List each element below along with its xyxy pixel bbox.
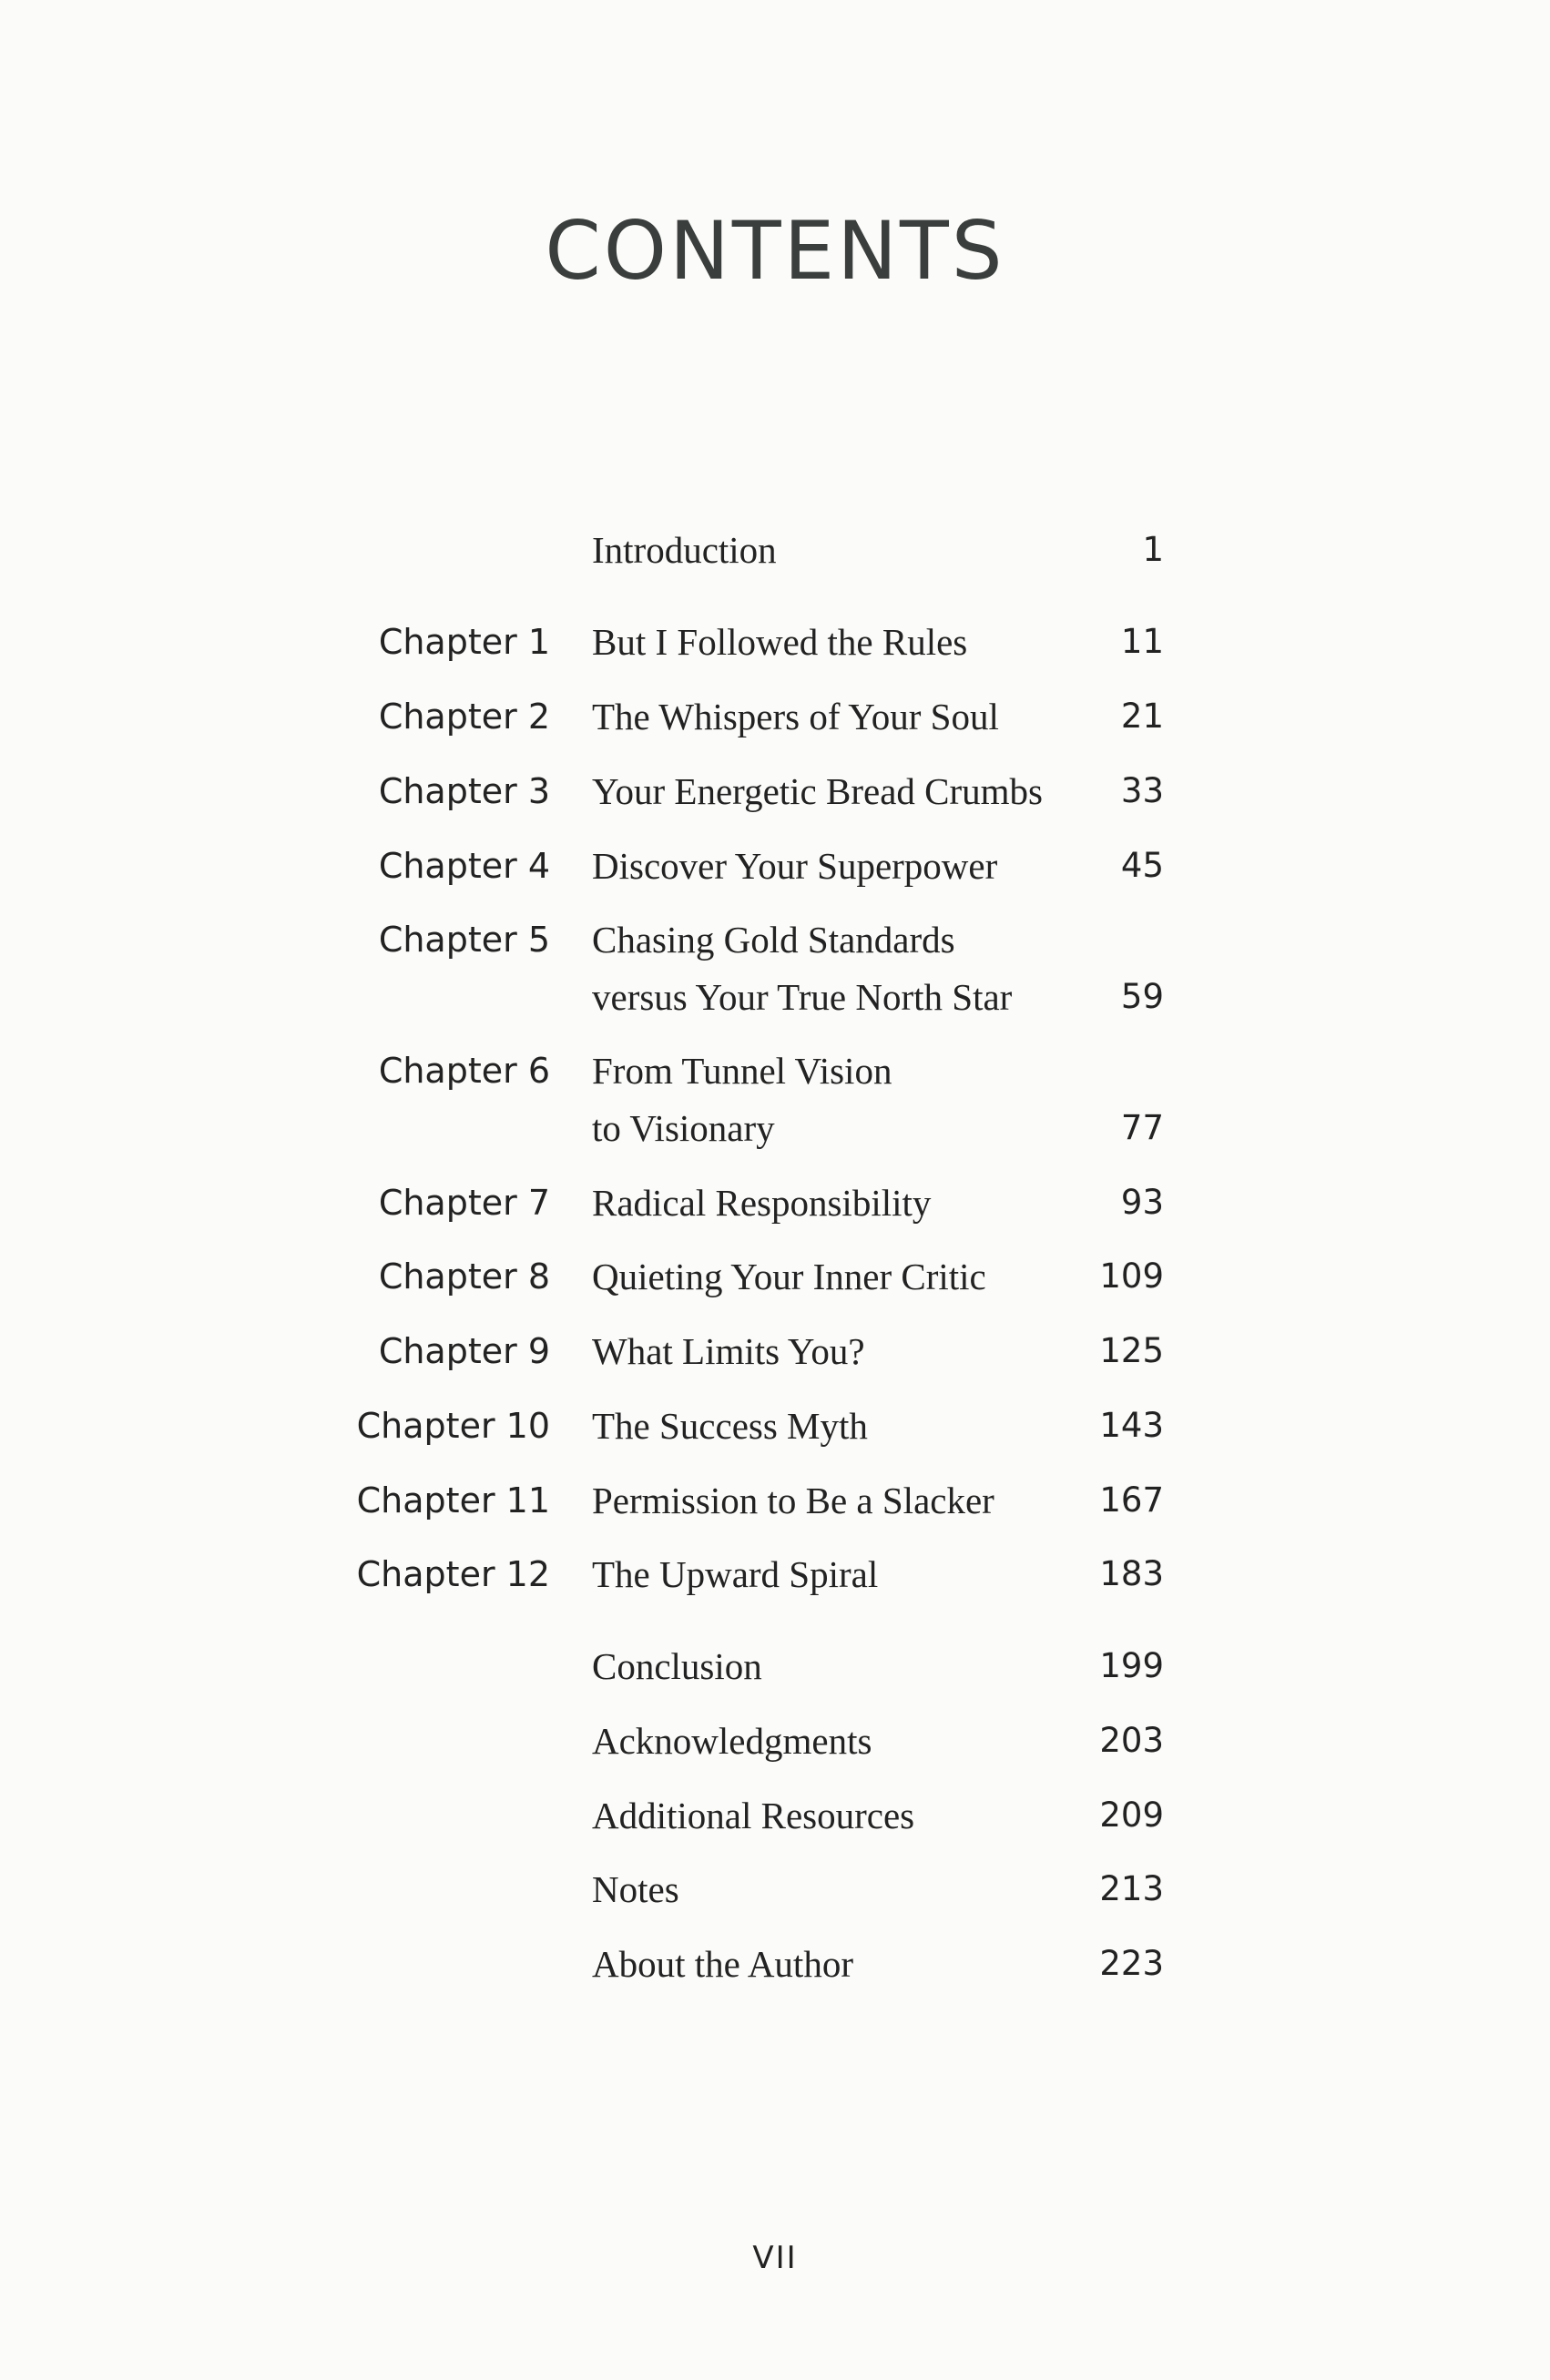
entry-page-number: 33 <box>1120 771 1164 810</box>
entry-title: But I Followed the Rules <box>592 621 968 663</box>
entry-page-number: 21 <box>1120 697 1164 736</box>
entry-title: What Limits You? <box>592 1330 865 1372</box>
entry-page-number: 209 <box>1099 1795 1164 1835</box>
chapter-label: Chapter 3 <box>378 771 550 811</box>
chapter-label: Chapter 1 <box>378 622 550 662</box>
entry-title: The Whispers of Your Soul <box>592 696 999 737</box>
chapter-label: Chapter 4 <box>378 846 550 886</box>
entry-title: The Upward Spiral <box>592 1553 879 1595</box>
entry-title: Chasing Gold Standards <box>592 919 955 961</box>
entry-title: Notes <box>592 1868 679 1910</box>
entry-page-number: 143 <box>1099 1406 1164 1445</box>
chapter-label: Chapter 5 <box>378 920 550 960</box>
chapter-label: Chapter 2 <box>378 697 550 737</box>
chapter-label: Chapter 7 <box>378 1183 550 1223</box>
entry-title: About the Author <box>592 1943 853 1985</box>
entry-title: Conclusion <box>592 1645 762 1687</box>
entry-title: Additional Resources <box>592 1795 915 1836</box>
page-title: CONTENTS <box>545 204 1005 298</box>
entry-title: The Success Myth <box>592 1405 868 1447</box>
chapter-label: Chapter 9 <box>378 1331 550 1371</box>
entry-title: Quieting Your Inner Critic <box>592 1256 986 1297</box>
chapter-label: Chapter 6 <box>378 1051 550 1091</box>
entry-page-number: 167 <box>1099 1480 1164 1520</box>
page-folio: VII <box>752 2240 798 2276</box>
entry-title-continuation: to Visionary <box>592 1107 775 1149</box>
entry-page-number: 11 <box>1120 622 1164 661</box>
entry-page-number: 223 <box>1099 1944 1164 1983</box>
entry-title: Discover Your Superpower <box>592 845 998 887</box>
chapter-label: Chapter 11 <box>356 1480 550 1521</box>
entry-title: Radical Responsibility <box>592 1182 932 1224</box>
chapter-label: Chapter 8 <box>378 1256 550 1297</box>
entry-page-number: 203 <box>1099 1721 1164 1760</box>
chapter-label: Chapter 12 <box>356 1554 550 1594</box>
entry-page-number: 77 <box>1120 1108 1164 1147</box>
entry-title: From Tunnel Vision <box>592 1050 892 1092</box>
entry-page-number: 199 <box>1099 1646 1164 1685</box>
entry-page-number: 93 <box>1120 1183 1164 1222</box>
chapter-label: Chapter 10 <box>356 1406 550 1446</box>
entry-page-number: 109 <box>1099 1256 1164 1296</box>
entry-title: Introduction <box>592 529 777 571</box>
entry-page-number: 59 <box>1120 977 1164 1016</box>
entry-title: Permission to Be a Slacker <box>592 1480 994 1521</box>
entry-page-number: 45 <box>1120 846 1164 885</box>
entry-page-number: 213 <box>1099 1869 1164 1908</box>
entry-page-number: 1 <box>1142 530 1164 569</box>
entry-title: Acknowledgments <box>592 1720 872 1762</box>
entry-title-continuation: versus Your True North Star <box>592 976 1013 1018</box>
entry-page-number: 125 <box>1099 1331 1164 1370</box>
entry-title: Your Energetic Bread Crumbs <box>592 770 1043 812</box>
entry-page-number: 183 <box>1099 1554 1164 1593</box>
